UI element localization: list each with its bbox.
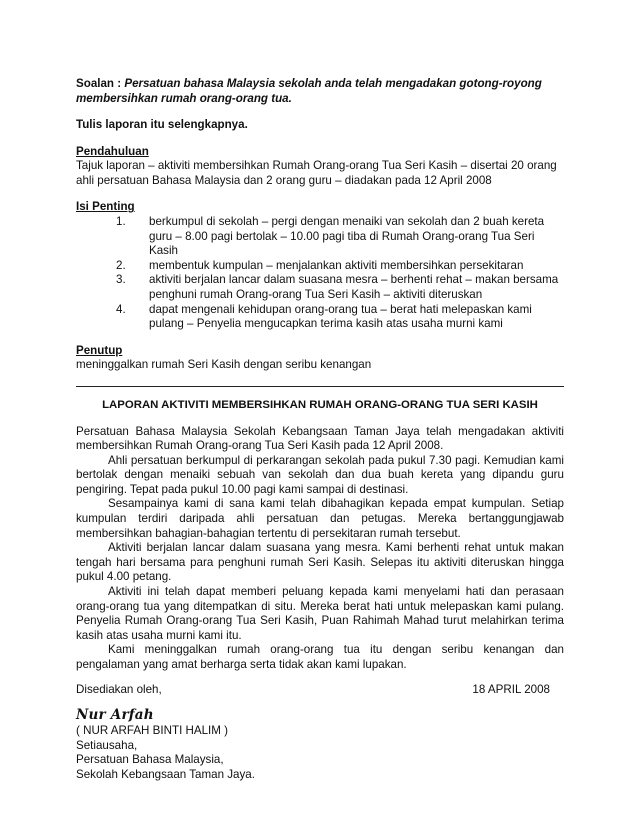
list-item-line: berkumpul di sekolah – pergi dengan menaiki van sekolah dan 2 buah kereta xyxy=(149,214,545,228)
sign-row xyxy=(76,683,564,698)
pendahuluan-line-2: ahli persatuan Bahasa Malaysia dan 2 orang guru – diadakan pada 12 April 2008 xyxy=(76,173,492,187)
section-divider xyxy=(76,386,564,387)
report-paragraph-4: Aktiviti berjalan lancar dalam suasana yang mesra. Kami berhenti rehat untuk makan tengah hari bersama para penghuni rumah Seri Kasih. Selepas itu aktiviti diteruskan hingga pukul 4.00 petang. xyxy=(76,541,564,584)
isi-penting-heading: Isi Penting xyxy=(76,200,135,214)
list-item-line: penghuni rumah Orang-orang Tua Seri Kasih – aktiviti diteruskan xyxy=(149,287,483,301)
report-paragraph-3: Sesampainya kami di sana kami telah dibahagikan kepada empat kumpulan. Setiap kumpulan terdiri daripada ahli persatuan dan petugas. Mereka bertanggungjawab membersihkan bahagian-bahagian tertentu di persekitaran rumah tersebut. xyxy=(76,497,564,540)
question-text: Persatuan bahasa Malaysia sekolah anda telah mengadakan gotong-royong membersihkan rumah orang-orang tua. xyxy=(76,77,542,105)
signer-org-2: Sekolah Kebangsaan Taman Jaya. xyxy=(76,767,255,781)
signer-name: ( NUR ARFAH BINTI HALIM ) xyxy=(76,724,229,738)
signer-position: Setiausaha, xyxy=(76,738,138,752)
list-item xyxy=(116,303,564,332)
penutup-heading: Penutup xyxy=(76,343,123,357)
question-instruction: Tulis laporan itu selengkapnya. xyxy=(76,118,248,131)
report-date: 18 APRIL 2008 xyxy=(472,682,550,696)
penutup-line-1: meninggalkan rumah Seri Kasih dengan seribu kenangan xyxy=(76,358,372,372)
report-paragraph-6: Kami meninggalkan rumah orang-orang tua itu dengan seribu kenangan dan pengalaman yang amat berharga serta tidak akan kami lupakan. xyxy=(76,643,564,671)
pendahuluan-line-1: Tajuk laporan – aktiviti membersihkan Rumah Orang-orang Tua Seri Kasih – disertai 20 orang xyxy=(76,159,557,173)
list-item-number: 3. xyxy=(116,273,126,287)
list-item-line: aktiviti berjalan lancar dalam suasana mesra – berhenti rehat – makan bersama xyxy=(149,273,559,287)
question xyxy=(76,76,564,106)
signer-org-1: Persatuan Bahasa Malaysia, xyxy=(76,753,224,767)
list-item xyxy=(116,215,564,259)
list-item-line: Kasih xyxy=(149,244,179,258)
signature: Nur Arfah xyxy=(76,707,154,724)
prepared-by: Disediakan oleh, xyxy=(76,682,162,696)
report-paragraph-1: Persatuan Bahasa Malaysia Sekolah Kebangsaan Taman Jaya telah mengadakan aktiviti membersihkan Rumah Orang-orang Tua Seri Kasih pada 12 April 2008. xyxy=(76,424,564,453)
list-item-line: guru – 8.00 pagi bertolak – 10.00 pagi tiba di Rumah Orang-orang Tua Seri xyxy=(149,229,535,243)
list-item-number: 1. xyxy=(116,214,126,228)
list-item-line: pulang – Penyelia mengucapkan terima kasih atas usaha murni kami xyxy=(149,317,503,331)
pendahuluan-heading: Pendahuluan xyxy=(76,144,149,158)
report-paragraph-2: Ahli persatuan berkumpul di perkarangan sekolah pada pukul 7.30 pagi. Kemudian kami bertolak dengan menaiki sebuah van sekolah dan dua buah kereta yang dipandu guru pengiring. Tepat pada pukul 10.00 pagi kami sampai di destinasi. xyxy=(76,453,564,496)
list-item-number: 4. xyxy=(116,302,126,316)
report-paragraph-5: Aktiviti ini telah dapat memberi peluang kepada kami menyelami hati dan perasaan orang-orang tua yang ditempatkan di situ. Mereka berat hati untuk melepaskan kami pulang. Penyelia Rumah Orang-orang Tua Seri Kasih, Puan Rahimah Mahad turut melahirkan terima kasih atas usaha murni kami itu. xyxy=(76,585,564,642)
document-page xyxy=(76,76,564,783)
question-label: Soalan : xyxy=(76,77,122,90)
isi-penting-list xyxy=(116,215,564,332)
list-item-line: dapat mengenali kehidupan orang-orang tua – berat hati melepaskan kami xyxy=(149,302,532,316)
list-item-line: membentuk kumpulan – menjalankan aktiviti membersihkan persekitaran xyxy=(149,258,524,272)
report-title: LAPORAN AKTIVITI MEMBERSIHKAN RUMAH ORANG-ORANG TUA SERI KASIH xyxy=(102,398,538,411)
list-item xyxy=(116,273,564,302)
list-item xyxy=(116,259,564,274)
list-item-number: 2. xyxy=(116,258,126,272)
